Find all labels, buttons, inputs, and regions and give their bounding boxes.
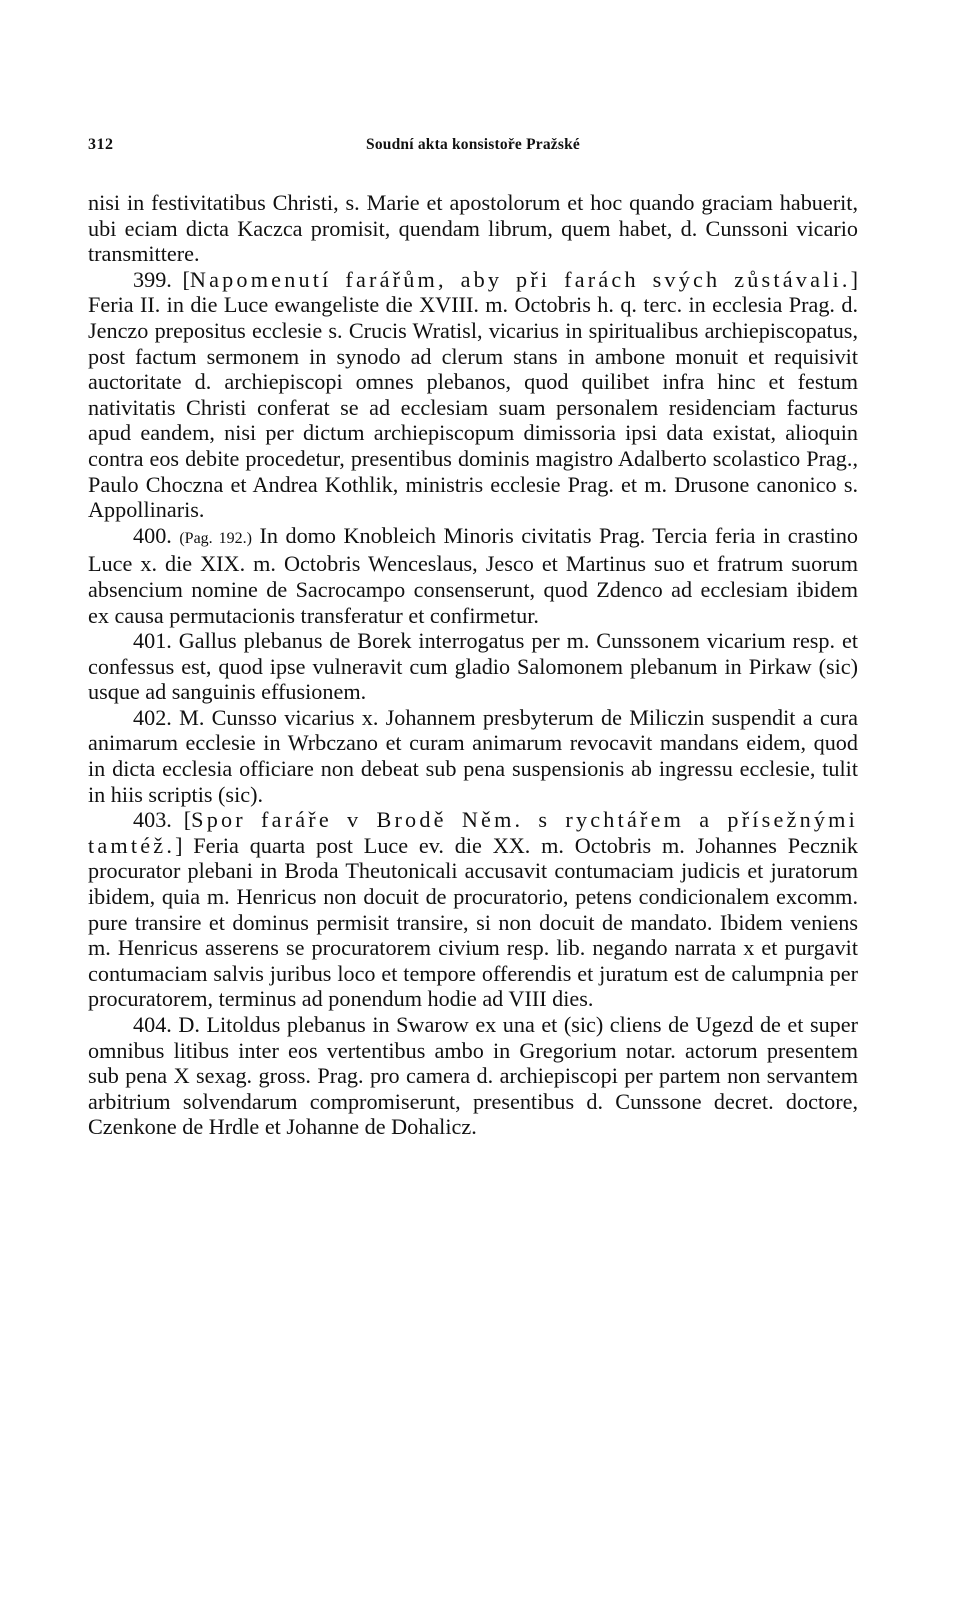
entry-401 bbox=[88, 628, 858, 705]
heading-bracket-close: ] bbox=[175, 832, 183, 858]
entry-heading: Napomenutí farářům, aby při farách svých zůstávali. bbox=[189, 266, 851, 292]
entry-text: Feria quarta post Luce ev. die XX. m. Octobris m. Johannes Pecznik procurator plebani in Broda Theutonicali accusavit contumaciam judicis et juratorum ibidem, quia m. Henricus non docuit de procuratorio, petens condicionalem excomm. pure transire et dominus permisit transire, si non docuit de mandato. Ibidem veniens m. Henricus asserens se procuratorem civium resp. lib. negando narrata x et purgavit contumaciam salvis juribus loco et tempore offerendis et juratum est de calumpnia per procuratorem, terminus ad ponendum hodie ad VIII dies. bbox=[88, 832, 859, 1012]
heading-bracket-open: [ bbox=[183, 807, 192, 833]
running-title: Soudní akta konsistoře Pražské bbox=[366, 136, 580, 153]
entry-text: Gallus plebanus de Borek interrogatus per m. Cunssonem vicarium resp. et confessus est, quod ipse vulneravit cum gladio Salomonem plebanum in Pirkaw (sic) usque ad sanguinis effusionem. bbox=[88, 628, 859, 705]
entry-number: 401. bbox=[133, 628, 172, 654]
entry-text: D. Litoldus plebanus in Swarow ex una et (sic) cliens de Ugezd de et super omnibus litibus inter eos vertentibus ambo in Gregorium notar. actorum presentem sub pena X sexag. gross. Prag. pro camera d. archiepiscopi per partem non servantem arbitrium solvendarum compromiserunt, presentibus d. Cunssone decret. doctore, Czenkone de Hrdle et Johanne de Dohalicz. bbox=[88, 1012, 859, 1140]
heading-bracket-open: [ bbox=[182, 266, 190, 292]
paragraph-continuation bbox=[88, 190, 858, 267]
document-body bbox=[88, 190, 858, 1140]
entry-number: 403. bbox=[133, 807, 172, 833]
entry-number: 400. bbox=[133, 522, 172, 548]
running-head bbox=[88, 134, 858, 156]
entry-399 bbox=[88, 267, 858, 523]
heading-bracket-close: ] bbox=[850, 266, 858, 292]
entry-text: M. Cunsso vicarius x. Johannem presbyterum de Miliczin suspendit a cura animarum ecclesie in Wrbczano et curam animarum revocavit mandans eidem, quod in dicta ecclesia officiare non debeat sub pena suspensionis ab ingressu ecclesie, tulit in hiis scriptis (sic). bbox=[88, 704, 858, 807]
entry-heading: Spor faráře v Brodě Něm. s rychtářem a přísežnými tamtéž. bbox=[88, 807, 859, 858]
page-number: 312 bbox=[88, 136, 114, 153]
entry-404 bbox=[88, 1012, 858, 1140]
document-page bbox=[88, 0, 858, 1601]
entry-text: In domo Knobleich Minoris civitatis Prag. Tercia feria in crastino Luce x. die XIX. m. Octobris Wenceslaus, Jesco et Martinus suo et fratrum suorum absencium nomine de Sacrocampo consenserunt, quod Zdenco ad ecclesiam ibidem ex causa permutacionis transferatur et confirmetur. bbox=[88, 522, 859, 628]
entry-text: Feria II. in die Luce ewangeliste die XVIII. m. Octobris h. q. terc. in ecclesia Prag. d. Jenczo prepositus ecclesie s. Crucis Wratisl, vicarius in spiritualibus archiepiscopatus, post factum sermonem in synodo ad clerum stans in ambone monuit et requisivit auctoritate d. archiepiscopi omnes plebanos, quod quilibet infra hinc et festum nativitatis Christi conferat se ad ecclesiam suam personalem residenciam facturus apud eandem, nisi per dictum archiepiscopum dimissoria ipsi data existat, alioquin contra eos debite procedetur, presentibus dominis magistro Adalberto scolastico Prag., Paulo Choczna et Andrea Kothlik, ministris ecclesie Prag. et m. Drusone canonico s. Appollinaris. bbox=[88, 292, 858, 523]
entry-403 bbox=[88, 807, 858, 1012]
paragraph-text: nisi in festivitatibus Christi, s. Marie et apostolorum et hoc quando graciam habuerit, ubi eciam dicta Kaczca promisit, quendam librum, quem habet, d. Cunssoni vicario transmittere. bbox=[88, 190, 858, 267]
entry-number: 402. bbox=[133, 704, 172, 730]
entry-number: 399. bbox=[133, 266, 172, 292]
page-reference: (Pag. 192.) bbox=[179, 529, 252, 547]
entry-402 bbox=[88, 705, 858, 807]
entry-400 bbox=[88, 523, 858, 628]
entry-number: 404. bbox=[133, 1012, 172, 1037]
